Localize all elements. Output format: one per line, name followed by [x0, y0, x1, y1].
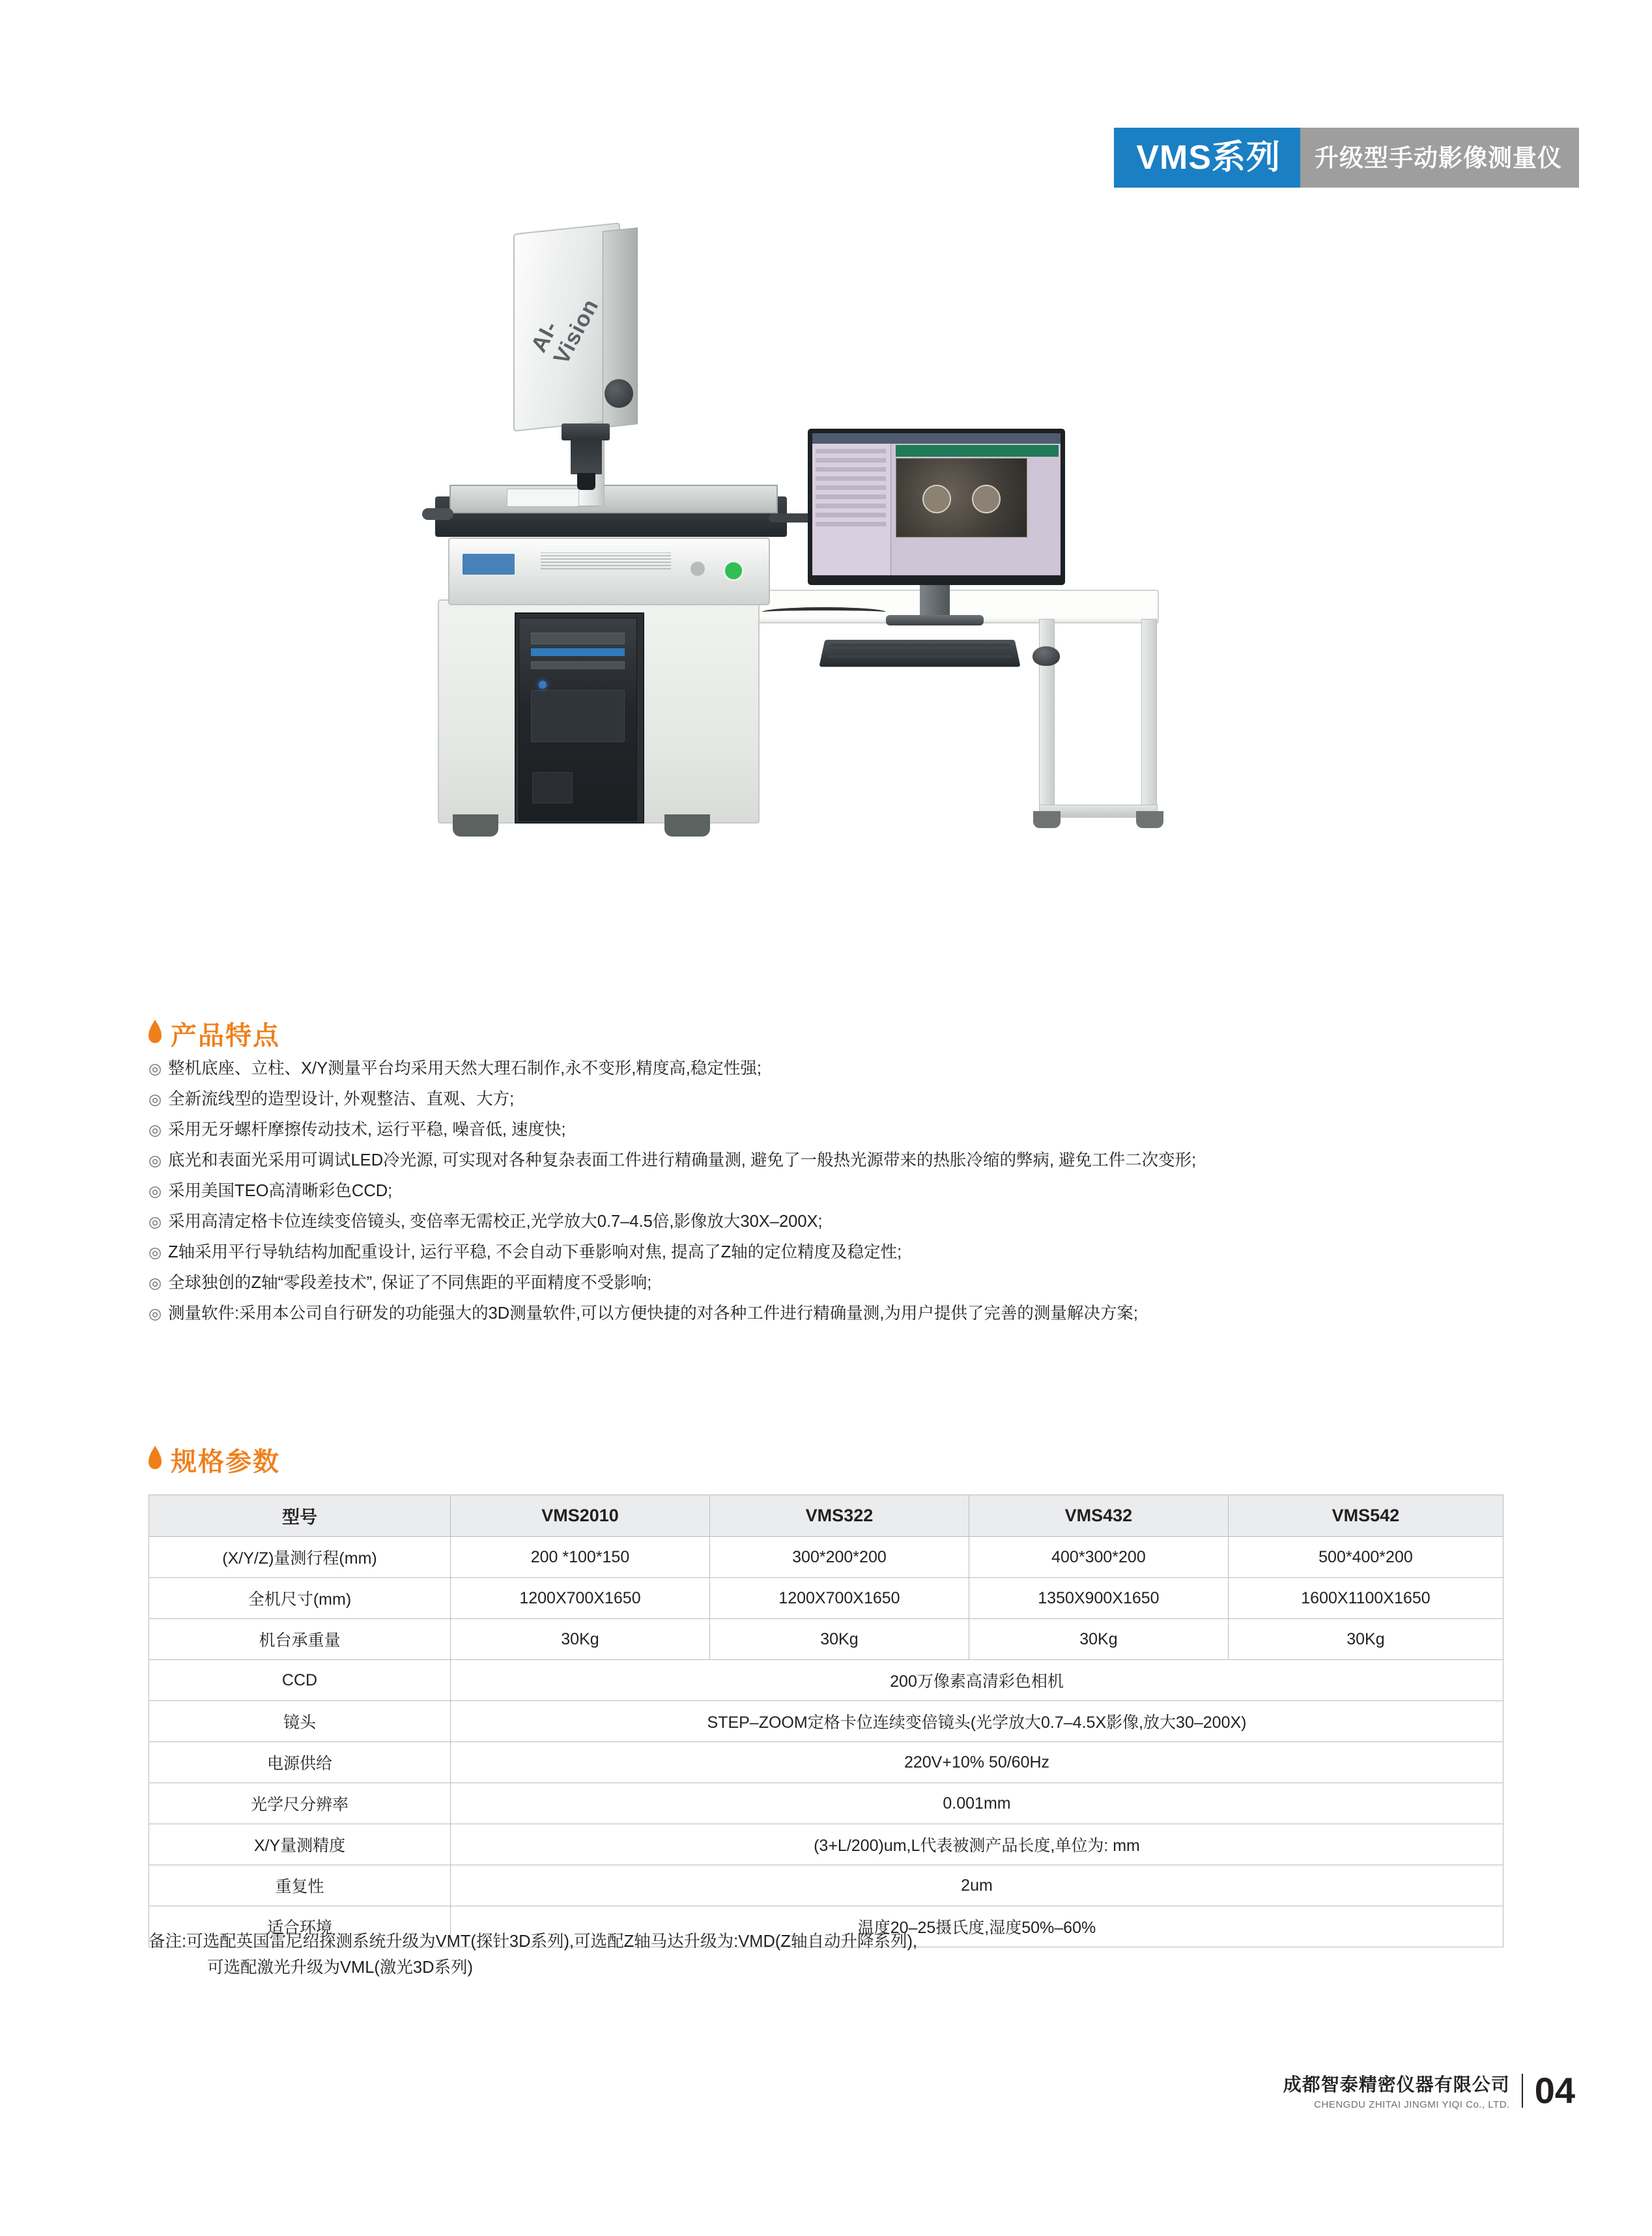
row-value: 500*400*200	[1228, 1537, 1503, 1578]
features-section-title	[149, 1015, 280, 1052]
keyboard	[819, 640, 1020, 667]
feature-text: 测量软件:采用本公司自行研发的功能强大的3D测量软件,可以方便快捷的对各种工件进行精确量测,为用户提供了完善的测量解决方案;	[168, 1304, 1138, 1323]
bullet-icon: ◎	[149, 1182, 162, 1199]
lens-objective	[577, 473, 595, 490]
row-value: 1200X700X1650	[451, 1578, 710, 1619]
list-item	[149, 1302, 1536, 1325]
header-cell-vms542: VMS542	[1228, 1495, 1503, 1537]
series-badge	[1114, 128, 1300, 188]
droplet-icon	[149, 1025, 162, 1043]
row-value: 200万像素高清彩色相机	[451, 1660, 1503, 1701]
cabinet-foot-right	[664, 814, 710, 837]
focus-knob	[605, 379, 633, 408]
feature-text: 整机底座、立柱、X/Y测量平台均采用天然大理石制作,永不变形,精度高,稳定性强;	[168, 1059, 762, 1078]
pc-tower	[519, 618, 637, 821]
row-label: (X/Y/Z)量测行程(mm)	[149, 1537, 451, 1578]
features-list	[149, 1057, 1536, 1332]
company-name-en: CHENGDU ZHITAI JINGMI YIQI Co., LTD.	[1314, 2099, 1510, 2110]
table-row	[149, 1537, 1503, 1578]
feature-text: 底光和表面光采用可调试LED冷光源, 可实现对各种复杂表面工件进行精确量测, 避免了一般热光源带来的热胀冷缩的弊病, 避免工件二次变形;	[168, 1151, 1197, 1169]
row-value: 30Kg	[451, 1619, 710, 1660]
desk-leg-right	[1141, 619, 1157, 819]
row-label: 电源供给	[149, 1742, 451, 1783]
row-label: 镜头	[149, 1701, 451, 1742]
series-label: VMS系列	[1136, 139, 1281, 177]
row-value: 1200X700X1650	[709, 1578, 969, 1619]
row-value: 30Kg	[969, 1619, 1228, 1660]
row-label: X/Y量测精度	[149, 1824, 451, 1865]
row-value: 400*300*200	[969, 1537, 1228, 1578]
table-row	[149, 1742, 1503, 1783]
header-cell-model: 型号	[149, 1495, 451, 1537]
row-value: (3+L/200)um,L代表被测产品长度,单位为: mm	[451, 1824, 1503, 1865]
pc-power-led-icon	[539, 681, 547, 689]
bullet-icon: ◎	[149, 1091, 162, 1108]
row-value: 温度20–25摄氏度,湿度50%–60%	[451, 1906, 1503, 1947]
header-banner	[1114, 128, 1579, 188]
remark-line-2: 可选配激光升级为VML(激光3D系列)	[207, 1958, 474, 1977]
row-label: 全机尺寸(mm)	[149, 1578, 451, 1619]
lens-mount	[562, 423, 610, 440]
list-item	[149, 1271, 1536, 1295]
row-label: CCD	[149, 1660, 451, 1701]
row-value: 220V+10% 50/60Hz	[451, 1742, 1503, 1783]
row-value: 1600X1100X1650	[1228, 1578, 1503, 1619]
spec-remark	[149, 1928, 1517, 1981]
stage-rail-left	[422, 508, 453, 520]
bullet-icon: ◎	[149, 1121, 162, 1138]
list-item	[149, 1179, 1536, 1203]
bullet-icon: ◎	[149, 1060, 162, 1077]
software-toolbar	[812, 433, 1061, 444]
spec-table	[149, 1495, 1503, 1947]
monitor-stand-base	[886, 615, 984, 625]
table-row	[149, 1824, 1503, 1865]
product-photo	[352, 208, 1212, 958]
header-cell-vms2010: VMS2010	[451, 1495, 710, 1537]
table-row	[149, 1578, 1503, 1619]
row-value: 30Kg	[709, 1619, 969, 1660]
row-label: 机台承重量	[149, 1619, 451, 1660]
table-row	[149, 1783, 1503, 1824]
list-item	[149, 1149, 1536, 1172]
cabinet-foot-left	[453, 814, 498, 837]
row-value: 200 *100*150	[451, 1537, 710, 1578]
power-button-icon	[723, 560, 744, 581]
list-item	[149, 1057, 1536, 1080]
subtitle-badge	[1300, 128, 1579, 188]
subtitle-label: 升级型手动影像测量仪	[1315, 144, 1562, 171]
list-item	[149, 1240, 1536, 1264]
row-label: 重复性	[149, 1865, 451, 1906]
base-label-strip	[541, 552, 671, 569]
software-results-panel	[896, 540, 1059, 575]
row-value: 0.001mm	[451, 1783, 1503, 1824]
row-value: 2um	[451, 1865, 1503, 1906]
desk-foot-left	[1033, 811, 1061, 828]
header-cell-vms322: VMS322	[709, 1495, 969, 1537]
table-row	[149, 1619, 1503, 1660]
table-row	[149, 1701, 1503, 1742]
remark-line-1: 备注:可选配英国雷尼绍探测系统升级为VMT(探针3D系列),可选配Z轴马达升级为:VMD(Z轴自动升降系列),	[149, 1932, 918, 1951]
table-row	[149, 1865, 1503, 1906]
mouse	[1032, 646, 1060, 666]
desk-foot-right	[1136, 811, 1163, 828]
spec-title-text: 规格参数	[171, 1448, 280, 1476]
software-status-bar	[896, 445, 1059, 457]
bullet-icon: ◎	[149, 1213, 162, 1230]
list-item	[149, 1087, 1536, 1111]
software-image-view	[896, 458, 1027, 538]
pc-panel-strip-2	[531, 661, 625, 669]
xy-stage-glass	[449, 485, 778, 513]
monitor-stand-neck	[920, 585, 950, 618]
row-label: 光学尺分辨率	[149, 1783, 451, 1824]
machine-logo-text: AI-Vision	[526, 294, 604, 369]
feature-text: 全球独创的Z轴“零段差技术”, 保证了不同焦距的平面精度不受影响;	[168, 1274, 652, 1292]
footer-divider	[1522, 2074, 1523, 2108]
bullet-icon: ◎	[149, 1152, 162, 1169]
row-value: STEP–ZOOM定格卡位连续变倍镜头(光学放大0.7–4.5X影像,放大30–200X)	[451, 1701, 1503, 1742]
feature-text: 全新流线型的造型设计, 外观整洁、直观、大方;	[168, 1090, 515, 1108]
bullet-icon: ◎	[149, 1305, 162, 1322]
lens-barrel	[571, 440, 602, 474]
droplet-icon	[149, 1451, 162, 1469]
pc-logo-area	[532, 772, 573, 803]
base-brand-logo	[463, 554, 515, 575]
row-value: 300*200*200	[709, 1537, 969, 1578]
table-header-row	[149, 1495, 1503, 1537]
pc-drive-bay	[531, 633, 625, 644]
footer-company	[1283, 2071, 1510, 2110]
feature-text: 采用美国TEO高清晰彩色CCD;	[168, 1182, 393, 1200]
bullet-icon: ◎	[149, 1244, 162, 1261]
spec-section-title	[149, 1441, 280, 1478]
row-value: 1350X900X1650	[969, 1578, 1228, 1619]
page-footer	[1283, 2071, 1575, 2110]
feature-text: 采用无牙螺杆摩擦传动技术, 运行平稳, 噪音低, 速度快;	[168, 1121, 566, 1139]
feature-text: Z轴采用平行导轨结构加配重设计, 运行平稳, 不会自动下垂影响对焦, 提高了Z轴的定位精度及稳定性;	[168, 1243, 902, 1261]
bullet-icon: ◎	[149, 1274, 162, 1291]
table-row	[149, 1660, 1503, 1701]
software-sidebar	[812, 444, 891, 575]
pc-panel-strip	[531, 648, 625, 656]
page-number: 04	[1534, 2069, 1575, 2111]
feature-text: 采用高清定格卡位连续变倍镜头, 变倍率无需校正,光学放大0.7–4.5倍,影像放大30X–200X;	[168, 1212, 823, 1231]
monitor-cable	[762, 607, 886, 617]
monitor-screen	[812, 433, 1061, 575]
features-title-text: 产品特点	[171, 1022, 280, 1050]
pc-front-mesh	[531, 690, 625, 742]
base-knob	[691, 562, 705, 576]
row-label: 适合环境	[149, 1906, 451, 1947]
list-item	[149, 1118, 1536, 1141]
company-name-cn: 成都智泰精密仪器有限公司	[1283, 2074, 1510, 2095]
header-cell-vms432: VMS432	[969, 1495, 1228, 1537]
row-value: 30Kg	[1228, 1619, 1503, 1660]
list-item	[149, 1210, 1536, 1233]
